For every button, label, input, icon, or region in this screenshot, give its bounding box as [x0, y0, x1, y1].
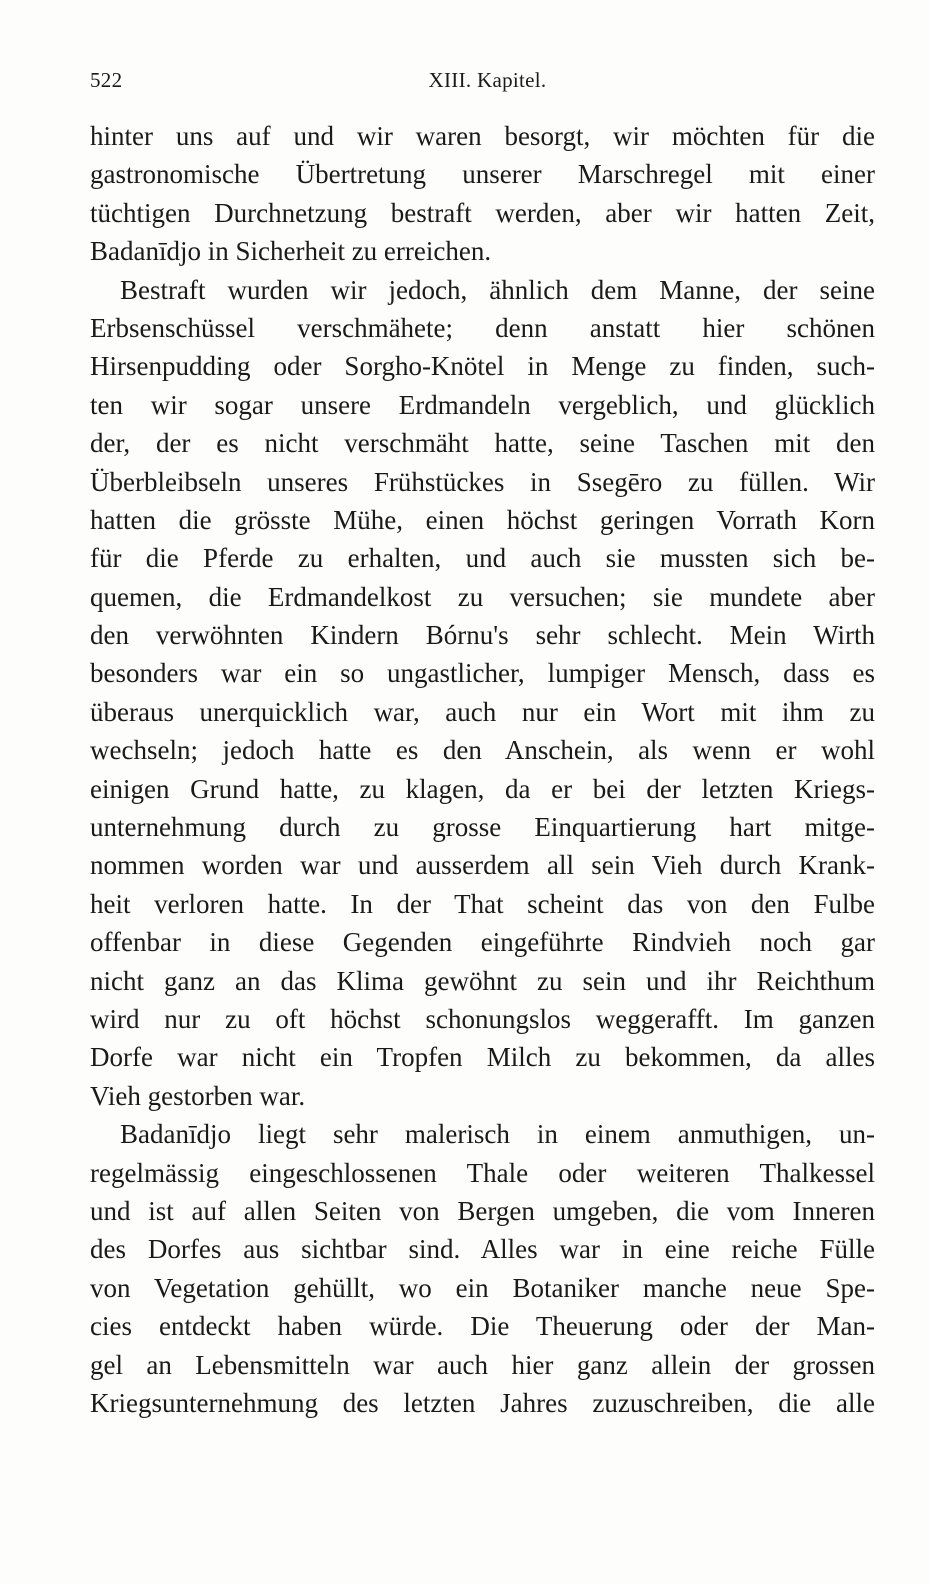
text-line: Überbleibseln unseres Frühstückes in Ssegēro zu füllen. Wir — [90, 466, 875, 497]
text-line: von Vegetation gehüllt, wo ein Botaniker manche neue Spe- — [90, 1272, 875, 1303]
text-line: einigen Grund hatte, zu klagen, da er bei der letzten Kriegs- — [90, 773, 875, 804]
text-line: besonders war ein so ungastlicher, lumpiger Mensch, dass es — [90, 658, 875, 689]
text-line: gel an Lebensmitteln war auch hier ganz allein der grossen — [90, 1349, 875, 1380]
text-line: und ist auf allen Seiten von Bergen umgeben, die vom Inneren — [90, 1195, 875, 1226]
text-line: hinter uns auf und wir waren besorgt, wir möchten für die — [90, 121, 875, 151]
text-line: Badanīdjo liegt sehr malerisch in einem anmuthigen, un- — [120, 1119, 875, 1150]
text-line: nommen worden war und ausserdem all sein Vieh durch Krank- — [90, 850, 875, 881]
text-line: cies entdeckt haben würde. Die Theuerung oder der Man- — [90, 1311, 875, 1342]
text-line: Kriegsunternehmung des letzten Jahres zuzuschreiben, die alle — [90, 1387, 875, 1418]
text-line: ten wir sogar unsere Erdmandeln vergeblich, und glücklich — [90, 389, 875, 420]
text-line: regelmässig eingeschlossenen Thale oder weiteren Thalkessel — [90, 1157, 875, 1188]
running-head — [90, 68, 875, 100]
text-line: offenbar in diese Gegenden eingeführte Rindvieh noch gar — [90, 927, 875, 958]
text-line: Bestraft wurden wir jedoch, ähnlich dem Manne, der seine — [120, 274, 875, 305]
chapter-title: XIII. Kapitel. — [428, 68, 547, 92]
page-number: 522 — [90, 68, 123, 92]
body-text — [90, 117, 875, 1422]
text-line: Dorfe war nicht ein Tropfen Milch zu bekommen, da alles — [90, 1042, 875, 1073]
text-line: quemen, die Erdmandelkost zu versuchen; sie mundete aber — [90, 581, 875, 612]
text-line: gastronomische Übertretung unserer Marschregel mit einer — [90, 159, 875, 190]
text-line: Erbsenschüssel verschmähete; denn anstatt hier schönen — [90, 312, 875, 343]
text-line: nicht ganz an das Klima gewöhnt zu sein und ihr Reichthum — [90, 965, 875, 996]
text-line: hatten die grösste Mühe, einen höchst geringen Vorrath Korn — [90, 504, 875, 535]
text-line: für die Pferde zu erhalten, und auch sie mussten sich be- — [90, 543, 875, 574]
text-line: Vieh gestorben war. — [90, 1080, 306, 1111]
text-line: tüchtigen Durchnetzung bestraft werden, aber wir hatten Zeit, — [90, 197, 875, 228]
text-line: wird nur zu oft höchst schonungslos weggerafft. Im ganzen — [90, 1003, 875, 1034]
text-line: des Dorfes aus sichtbar sind. Alles war in eine reiche Fülle — [90, 1234, 875, 1265]
text-line: unternehmung durch zu grosse Einquartierung hart mitge- — [90, 812, 875, 843]
text-line: heit verloren hatte. In der That scheint das von den Fulbe — [90, 888, 875, 919]
text-line: den verwöhnten Kindern Bórnu's sehr schlecht. Mein Wirth — [90, 620, 875, 651]
text-line: der, der es nicht verschmäht hatte, seine Taschen mit den — [90, 428, 875, 459]
text-line: überaus unerquicklich war, auch nur ein Wort mit ihm zu — [90, 696, 875, 727]
text-line: Hirsenpudding oder Sorgho-Knötel in Menge zu finden, such- — [90, 351, 875, 382]
text-line: wechseln; jedoch hatte es den Anschein, als wenn er wohl — [90, 735, 875, 766]
text-line: Badanīdjo in Sicherheit zu erreichen. — [90, 236, 492, 267]
